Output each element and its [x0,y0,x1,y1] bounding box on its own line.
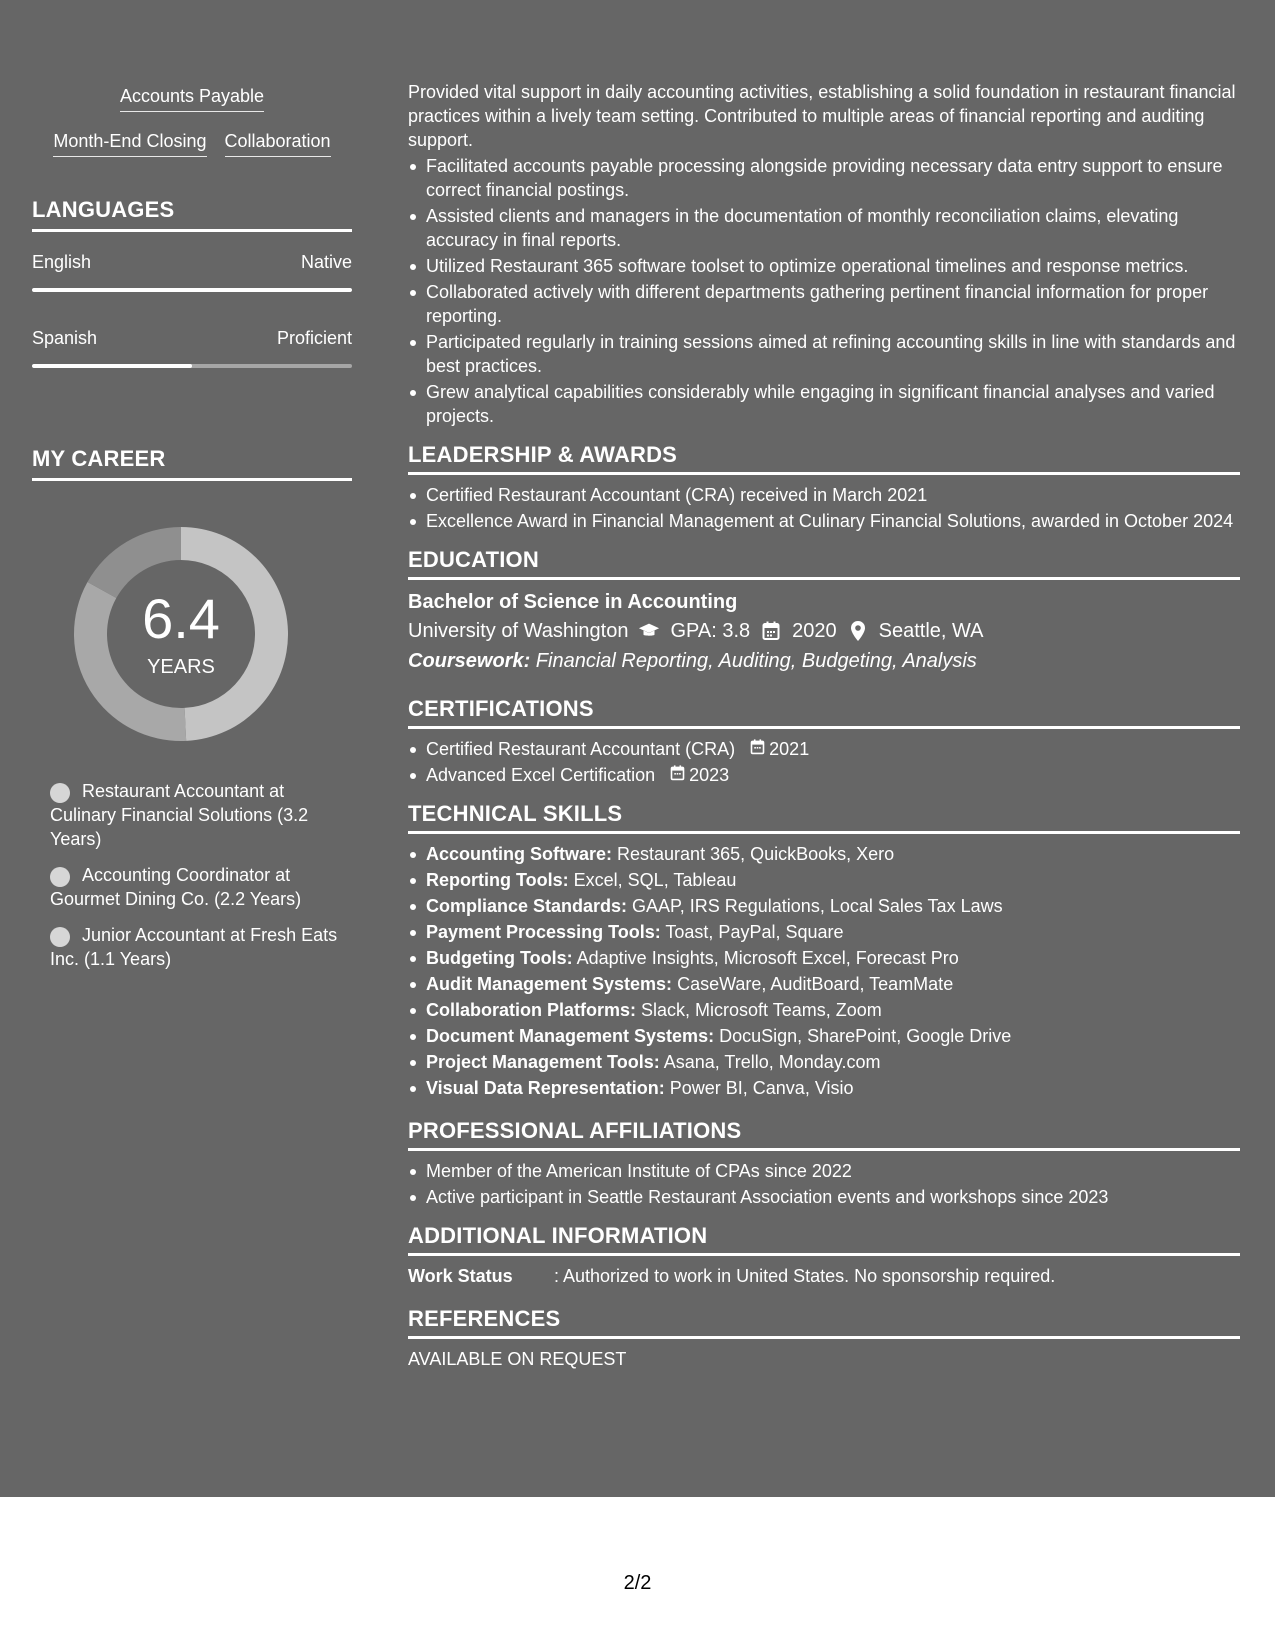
certifications-heading: CERTIFICATIONS [408,696,1240,729]
skill-category: Compliance Standards: [426,896,628,916]
skill-tags [32,84,352,157]
languages-heading: LANGUAGES [32,197,352,232]
certification-name: Certified Restaurant Accountant (CRA) [426,739,736,759]
career-donut-chart [66,519,296,749]
language-name: Spanish [32,328,98,348]
language-proficiency-fill [32,288,352,292]
career-list [32,779,352,971]
additional-info-heading: ADDITIONAL INFORMATION [408,1223,1240,1256]
work-status-value: : Authorized to work in United States. No sponsorship required. [554,1266,1056,1286]
technical-skill-item [408,868,1240,892]
language-proficiency-bar [32,364,352,368]
school-name: University of Washington [408,620,629,642]
language-name: English [32,252,92,272]
career-item [50,863,352,911]
graduation-year: 2020 [792,620,837,642]
skill-values: CaseWare, AuditBoard, TeamMate [672,974,954,994]
technical-skill-item [408,998,1240,1022]
certification-item [408,737,1240,761]
career-years-unit: YEARS [147,656,215,678]
language-item [32,250,352,292]
career-total-years: 6.4 [142,587,220,650]
skill-tag: Accounts Payable [120,84,264,112]
technical-skill-item [408,842,1240,866]
language-proficiency-fill [32,364,192,368]
skill-values: Asana, Trello, Monday.com [659,1052,881,1072]
main-column [408,80,1240,1371]
work-status-label: Work Status [408,1266,513,1286]
certifications-list [408,737,1240,787]
leadership-item: Excellence Award in Financial Management at Culinary Financial Solutions, awarded in October 2024 [408,509,1240,533]
skill-category: Document Management Systems: [426,1026,715,1046]
career-dot [50,867,70,887]
career-dot [50,927,70,947]
education-details [408,616,1240,646]
affiliations-heading: PROFESSIONAL AFFILIATIONS [408,1118,1240,1151]
career-item-text: Accounting Coordinator at Gourmet Dining Co. (2.2 Years) [50,865,302,909]
certification-year: 2023 [689,765,730,785]
skill-values: Toast, PayPal, Square [660,922,844,942]
work-status-row [408,1264,1240,1288]
certification-year: 2021 [769,739,810,759]
experience-bullet: Participated regularly in training sessions aimed at refining accounting skills in line with standards and best practices. [408,330,1240,378]
skill-category: Collaboration Platforms: [426,1000,637,1020]
technical-skill-item [408,1076,1240,1100]
gpa: GPA: 3.8 [670,620,751,642]
experience-bullet: Utilized Restaurant 365 software toolset to optimize operational timelines and response metrics. [408,254,1240,278]
experience-summary: Provided vital support in daily accounting activities, establishing a solid foundation in restaurant financial practices within a lively team setting. Contributed to multiple areas of financial reporting and auditing support. [408,82,1236,150]
technical-skill-item [408,894,1240,918]
skill-values: Slack, Microsoft Teams, Zoom [636,1000,882,1020]
affiliation-item: Member of the American Institute of CPAs since 2022 [408,1159,1240,1183]
skill-category: Payment Processing Tools: [426,922,661,942]
skill-category: Audit Management Systems: [426,974,673,994]
affiliation-item: Active participant in Seattle Restaurant Association events and workshops since 2023 [408,1185,1240,1209]
page-number: 2/2 [623,1572,652,1594]
technical-skill-item [408,920,1240,944]
technical-skills-list [408,842,1240,1100]
language-item [32,326,352,368]
technical-skill-item [408,1050,1240,1074]
calendar-icon [760,620,782,642]
career-item [50,923,352,971]
career-item-text: Restaurant Accountant at Culinary Financial Solutions (3.2 Years) [50,781,309,849]
education-location: Seattle, WA [878,620,984,642]
experience-bullets [408,154,1240,428]
language-proficiency-bar [32,288,352,292]
career-dot [50,783,70,803]
calendar-icon [750,737,765,761]
language-level: Proficient [276,328,352,348]
affiliations-list [408,1159,1240,1209]
experience-bullet: Facilitated accounts payable processing alongside providing necessary data entry support to ensure correct financial postings. [408,154,1240,202]
skill-values: DocuSign, SharePoint, Google Drive [714,1026,1012,1046]
skill-values: Power BI, Canva, Visio [664,1078,854,1098]
experience-bullet: Grew analytical capabilities considerably while engaging in significant financial analyses and varied projects. [408,380,1240,428]
certification-item [408,763,1240,787]
skill-values: Restaurant 365, QuickBooks, Xero [612,844,895,864]
skill-tag: Collaboration [225,129,331,157]
sidebar [32,84,352,983]
language-level: Native [300,252,352,272]
graduation-cap-icon [638,620,660,642]
technical-skill-item [408,1024,1240,1048]
skill-category: Budgeting Tools: [426,948,573,968]
leadership-heading: LEADERSHIP & AWARDS [408,442,1240,475]
coursework-label: Coursework: [408,650,531,672]
experience-bullet: Assisted clients and managers in the documentation of monthly reconciliation claims, elevating accuracy in final reports. [408,204,1240,252]
calendar-icon [670,763,685,787]
skill-tag: Month-End Closing [53,129,206,157]
skill-category: Reporting Tools: [426,870,569,890]
degree-title: Bachelor of Science in Accounting [408,591,738,613]
certification-name: Advanced Excel Certification [426,765,656,785]
references-heading: REFERENCES [408,1306,1240,1339]
references-text: AVAILABLE ON REQUEST [408,1349,627,1369]
career-item-text: Junior Accountant at Fresh Eats Inc. (1.1 Years) [50,925,338,969]
career-item [50,779,352,851]
coursework [408,646,1240,676]
technical-skill-item [408,972,1240,996]
experience-bullet: Collaborated actively with different departments gathering pertinent financial information for proper reporting. [408,280,1240,328]
skill-values: GAAP, IRS Regulations, Local Sales Tax Laws [627,896,1003,916]
leadership-list [408,483,1240,533]
leadership-item: Certified Restaurant Accountant (CRA) received in March 2021 [408,483,1240,507]
skill-values: Adaptive Insights, Microsoft Excel, Forecast Pro [572,948,959,968]
career-heading: MY CAREER [32,446,352,481]
location-pin-icon [847,620,869,642]
coursework-list: Financial Reporting, Auditing, Budgeting, Analysis [530,650,977,672]
technical-skills-heading: TECHNICAL SKILLS [408,801,1240,834]
skill-values: Excel, SQL, Tableau [568,870,737,890]
skill-category: Accounting Software: [426,844,613,864]
skill-category: Project Management Tools: [426,1052,660,1072]
skill-category: Visual Data Representation: [426,1078,665,1098]
education-heading: EDUCATION [408,547,1240,580]
technical-skill-item [408,946,1240,970]
